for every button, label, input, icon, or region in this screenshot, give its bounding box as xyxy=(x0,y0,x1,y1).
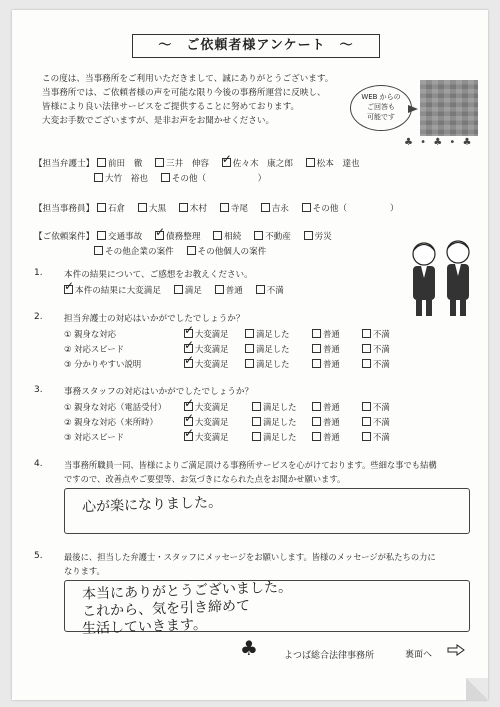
checkbox-checked[interactable] xyxy=(64,285,73,294)
staff-label: 【担当事務員】 xyxy=(34,204,95,214)
q2-text: 担当弁護士の対応はいかがでしたでしょうか？ xyxy=(64,314,245,324)
lawyer-option: 三井 伸容 xyxy=(166,159,210,169)
checkbox[interactable] xyxy=(245,344,254,353)
q3-number: 3. xyxy=(34,385,43,395)
checkbox[interactable] xyxy=(215,285,224,294)
checkbox[interactable] xyxy=(94,246,103,255)
checkbox-checked[interactable] xyxy=(184,344,193,353)
staff-option: その他（ ） xyxy=(312,204,399,214)
checkbox[interactable] xyxy=(312,359,321,368)
q5-handwritten-line: これから、気を引き締めて xyxy=(81,598,251,620)
staff-option: 寺尾 xyxy=(230,204,248,214)
web-answer-bubble xyxy=(350,85,412,131)
scale-label: 満足した xyxy=(256,344,290,354)
checkbox[interactable] xyxy=(252,402,261,411)
checkbox-checked[interactable] xyxy=(222,158,231,167)
bubble-line: WEB からの xyxy=(361,93,401,101)
checkbox[interactable] xyxy=(362,329,371,338)
q1-number: 1. xyxy=(34,268,43,278)
lawyer-option: 前田 徹 xyxy=(107,159,143,169)
q3-text: 事務スタッフの対応はいかがでしたでしょうか？ xyxy=(64,387,254,397)
case-option: 交通事故 xyxy=(107,232,143,242)
q4-text-line: 当事務所職員一同、皆様によりご満足頂ける事務所サービスを心がけております。些細な事でも結構 xyxy=(64,460,437,470)
scale-label: 普通 xyxy=(323,432,340,442)
scale-label: 満足した xyxy=(263,402,297,412)
checkbox[interactable] xyxy=(312,402,321,411)
scale-label: 満足した xyxy=(263,432,297,442)
scale-label: 普通 xyxy=(323,402,340,412)
checkbox[interactable] xyxy=(362,359,371,368)
intro-line: 大変お手数でございますが、是非お声をお聞かせください。 xyxy=(42,116,275,126)
q5-text-line: なります。 xyxy=(64,566,105,576)
scale-label: 大変満足 xyxy=(195,344,229,354)
case-option: 債務整理 xyxy=(166,232,201,242)
scale-label: 不満 xyxy=(373,359,390,369)
staff-option: 石倉 xyxy=(107,204,126,214)
intro-line: 皆様により良い法律サービスをご提供することに努めております。 xyxy=(42,102,300,112)
checkbox[interactable] xyxy=(306,158,315,167)
lawyer-option: 大竹 裕也 xyxy=(105,174,148,184)
q2-item: ③ 分かりやすい説明 xyxy=(64,359,142,369)
case-option: 労災 xyxy=(314,232,332,242)
bubble-line: ご回答も xyxy=(367,103,395,111)
checkbox[interactable] xyxy=(302,203,311,212)
q1-text: 本件の結果について、ご感想をお教えください。 xyxy=(64,270,253,280)
bubble-line: 可能です xyxy=(367,113,395,121)
q5-number: 5. xyxy=(34,551,43,561)
scale-label: 不満 xyxy=(373,417,390,427)
q2-item: ② 対応スピード xyxy=(64,344,125,354)
q2-item: ① 親身な対応 xyxy=(64,329,117,339)
checkbox[interactable] xyxy=(362,417,371,426)
scale-label: 大変満足 xyxy=(195,402,229,412)
checkbox[interactable] xyxy=(161,173,170,182)
checkbox[interactable] xyxy=(97,231,106,240)
scale-label: 不満 xyxy=(373,402,390,412)
lawyer-option: その他（ ） xyxy=(171,174,267,184)
q4-number: 4. xyxy=(34,459,43,469)
checkbox[interactable] xyxy=(254,231,263,240)
checkbox[interactable] xyxy=(252,417,261,426)
checkbox[interactable] xyxy=(362,402,371,411)
q1-option: 普通 xyxy=(225,286,243,296)
checkbox[interactable] xyxy=(245,329,254,338)
case-option: その他個人の案件 xyxy=(197,247,267,257)
checkbox[interactable] xyxy=(179,203,188,212)
checkbox-checked[interactable] xyxy=(184,417,193,426)
arrow-right-icon[interactable] xyxy=(447,644,465,656)
survey-title: 〜 ご依頼者様アンケート 〜 xyxy=(132,34,380,58)
q5-text-line: 最後に、担当した弁護士・スタッフにメッセージをお願いします。皆様のメッセージが私たちの力に xyxy=(64,552,436,562)
clover-decoration: ♣ • ♣ • ♣ xyxy=(404,137,474,148)
checkbox[interactable] xyxy=(187,246,196,255)
scale-label: 普通 xyxy=(323,329,340,339)
checkbox[interactable] xyxy=(312,432,321,441)
scale-label: 普通 xyxy=(323,359,340,369)
bubble-tail xyxy=(408,105,418,113)
scale-label: 普通 xyxy=(323,344,340,354)
checkbox[interactable] xyxy=(312,329,321,338)
q4-text-line: ですので、改善点やご要望等、お気づきになられた点をお聞かせ願います。 xyxy=(64,474,346,484)
checkbox[interactable] xyxy=(213,231,222,240)
checkbox[interactable] xyxy=(252,432,261,441)
checkbox[interactable] xyxy=(256,285,265,294)
checkbox[interactable] xyxy=(312,417,321,426)
staff-option: 吉永 xyxy=(271,204,289,214)
checkbox[interactable] xyxy=(362,344,371,353)
scale-label: 満足した xyxy=(263,417,297,427)
clover-logo-icon: ♣ xyxy=(240,636,258,660)
qr-code[interactable] xyxy=(420,80,478,136)
checkbox-checked[interactable] xyxy=(184,402,193,411)
q1-option: 満足 xyxy=(184,286,202,296)
lawyers-illustration-icon xyxy=(404,238,480,318)
case-label: 【ご依頼案件】 xyxy=(34,232,95,242)
q2-number: 2. xyxy=(34,312,43,322)
lawyer-row-1 xyxy=(34,157,370,169)
checkbox[interactable] xyxy=(138,203,147,212)
q1-option: 本件の結果に大変満足 xyxy=(75,286,161,296)
intro-text xyxy=(42,72,332,128)
checkbox[interactable] xyxy=(97,203,106,212)
scale-label: 大変満足 xyxy=(195,417,229,427)
scale-label: 普通 xyxy=(323,417,340,427)
intro-line: この度は、当事務所をご利用いただきまして、誠にありがとうございます。 xyxy=(42,74,334,84)
checkbox-checked[interactable] xyxy=(184,329,193,338)
case-option: その他企業の案件 xyxy=(105,247,174,257)
checkbox[interactable] xyxy=(174,285,183,294)
scale-label: 不満 xyxy=(373,432,390,442)
q5-handwritten-line: 生活していきます。 xyxy=(81,616,208,638)
q3-item: ① 親身な対応（電話受付） xyxy=(64,402,167,412)
lawyer-label: 【担当弁護士】 xyxy=(34,159,95,169)
lawyer-option: 松本 達也 xyxy=(316,159,360,169)
scale-label: 不満 xyxy=(373,329,390,339)
scale-label: 不満 xyxy=(373,344,390,354)
checkbox[interactable] xyxy=(220,203,229,212)
staff-option: 大黒 xyxy=(148,204,167,214)
q3-item: ② 親身な対応（来所時） xyxy=(64,417,158,427)
checkbox-checked[interactable] xyxy=(184,432,193,441)
page-curl xyxy=(466,678,488,700)
case-option: 不動産 xyxy=(265,232,291,242)
office-name: よつば総合法律事務所 xyxy=(284,651,375,661)
case-option: 相続 xyxy=(224,232,242,242)
checkbox[interactable] xyxy=(155,158,164,167)
staff-option: 木村 xyxy=(189,204,207,214)
case-row-2 xyxy=(94,245,276,257)
scale-label: 大変満足 xyxy=(195,359,229,369)
checkbox[interactable] xyxy=(245,359,254,368)
checkbox-checked[interactable] xyxy=(155,231,164,240)
q4-handwritten-answer: 心が楽になりました。 xyxy=(81,494,223,516)
scale-label: 大変満足 xyxy=(195,432,229,442)
checkbox[interactable] xyxy=(94,173,103,182)
lawyer-row-2 xyxy=(94,172,276,184)
survey-sheet xyxy=(12,10,488,700)
checkbox[interactable] xyxy=(312,344,321,353)
q1-option: 不満 xyxy=(266,286,284,296)
q5-handwritten-line: 本当にありがとうございました。 xyxy=(81,579,293,603)
lawyer-option: 佐々木 康之郎 xyxy=(232,159,293,169)
scale-label: 満足した xyxy=(256,359,290,369)
checkbox[interactable] xyxy=(362,432,371,441)
intro-line: 当事務所では、ご依頼者様の声を可能な限り今後の事務所運営に反映し、 xyxy=(42,88,326,98)
scale-label: 満足した xyxy=(256,329,290,339)
checkbox[interactable] xyxy=(304,231,313,240)
checkbox-checked[interactable] xyxy=(184,359,193,368)
q3-item: ③ 対応スピード xyxy=(64,432,125,442)
case-row-1 xyxy=(34,230,342,242)
checkbox[interactable] xyxy=(261,203,270,212)
next-page-label[interactable]: 裏面へ xyxy=(405,650,433,660)
q1-options xyxy=(64,284,294,296)
staff-row xyxy=(34,202,409,214)
checkbox[interactable] xyxy=(97,158,106,167)
scale-label: 大変満足 xyxy=(195,329,229,339)
